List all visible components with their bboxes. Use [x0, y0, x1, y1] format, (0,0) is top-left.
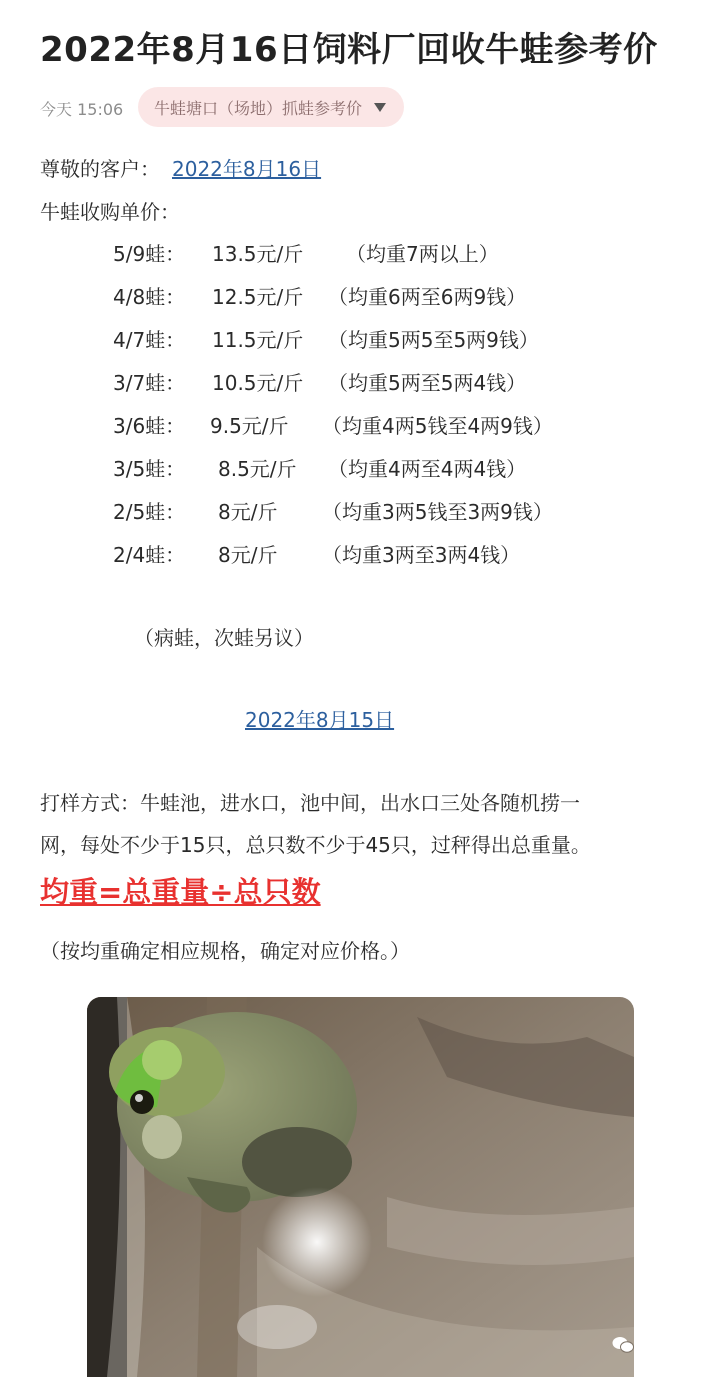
- price-row-note: （均重6两至6两9钱）: [328, 285, 527, 309]
- price-row-size: 4/7蛙：: [113, 328, 186, 352]
- price-row-price: 8元/斤: [218, 500, 278, 524]
- price-row-note: （均重4两至4两4钱）: [328, 457, 527, 481]
- price-row-note: （均重3两5钱至3两9钱）: [322, 500, 553, 524]
- greeting-date-link[interactable]: 2022年8月16日: [172, 157, 322, 181]
- dropdown-triangle-icon: [374, 103, 386, 112]
- price-row-size: 2/5蛙：: [113, 500, 186, 524]
- greeting: [40, 153, 321, 182]
- price-row-price: 12.5元/斤: [212, 285, 304, 309]
- price-row-price: 11.5元/斤: [212, 328, 304, 352]
- price-row-price: 13.5元/斤: [212, 242, 304, 266]
- article-title: 2022年8月16日饲料厂回收牛蛙参考价: [40, 30, 658, 70]
- prev-date-link[interactable]: 2022年8月15日: [245, 708, 395, 732]
- price-heading: 牛蛙收购单价：: [40, 200, 180, 224]
- price-row-price: 8元/斤: [218, 543, 278, 567]
- topic-tag[interactable]: [138, 87, 404, 127]
- price-row-note: （均重5两至5两4钱）: [328, 371, 527, 395]
- price-row-size: 3/7蛙：: [113, 371, 186, 395]
- price-row-size: 5/9蛙：: [113, 242, 186, 266]
- topic-tag-label: 牛蛙塘口（场地）抓蛙参考价: [154, 98, 363, 118]
- price-row-note: （均重3两至3两4钱）: [322, 543, 521, 567]
- price-row-size: 3/5蛙：: [113, 457, 186, 481]
- price-row-note: （均重4两5钱至4两9钱）: [322, 414, 553, 438]
- price-row-note: （均重7两以上）: [346, 242, 499, 266]
- bullfrog-photo: [87, 997, 634, 1377]
- price-row-price: 8.5元/斤: [218, 457, 297, 481]
- sampling-method-line1: 打样方式：牛蛙池，进水口，池中间，出水口三处各随机捞一: [40, 791, 580, 815]
- formula-note: （按均重确定相应规格，确定对应价格。）: [40, 939, 410, 963]
- average-weight-formula: 均重=总重量÷总只数: [40, 875, 321, 909]
- wechat-icon: [612, 1336, 634, 1359]
- publish-time: 今天 15:06: [40, 100, 124, 119]
- price-row-size: 4/8蛙：: [113, 285, 186, 309]
- sampling-method-line2: 网，每处不少于15只，总只数不少于45只，过秤得出总重量。: [40, 833, 591, 857]
- watermark: [612, 1335, 691, 1360]
- price-row-size: 3/6蛙：: [113, 414, 186, 438]
- watermark-text: 牛蛙通: [640, 1340, 691, 1360]
- greeting-label: 尊敬的客户：: [40, 157, 160, 181]
- price-row-price: 9.5元/斤: [210, 414, 289, 438]
- price-row-price: 10.5元/斤: [212, 371, 304, 395]
- price-row-size: 2/4蛙：: [113, 543, 186, 567]
- price-row-note: （均重5两5至5两9钱）: [328, 328, 539, 352]
- sick-frog-note: （病蛙，次蛙另议）: [134, 626, 314, 650]
